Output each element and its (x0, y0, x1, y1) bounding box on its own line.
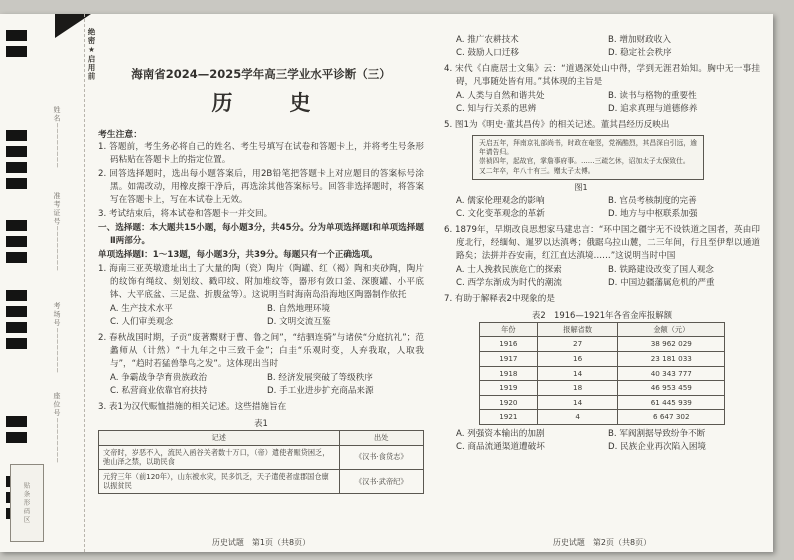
registration-mark (6, 46, 27, 57)
option-d: D. 追求真理与道德修养 (608, 104, 698, 114)
seal-line (84, 14, 85, 552)
table-row (479, 337, 724, 352)
question-1-stem: 1. 海南三亚英墩遗址出土了大量的陶（瓷）陶片（陶罐、红（褐）陶和夹砂陶，陶片的纹饰有绳纹、刻划纹、戳印纹、附加堆纹等，器形有敛口釜、深腹罐、小平底钵、大平底盆、三足盘、折腹盆等）。这说明当时海南岛沿海地区陶器制作依托 (98, 264, 424, 300)
registration-mark (6, 30, 27, 41)
page-2-column (444, 32, 760, 548)
question-7-options (444, 428, 760, 454)
question-6-options (444, 264, 760, 290)
table-cell: 1921 (479, 410, 537, 425)
table-cell: 14 (537, 366, 617, 381)
question-2-options (98, 372, 424, 398)
page-footer-right: 历史试题 第2页（共8页） (552, 538, 652, 547)
registration-mark (6, 432, 27, 443)
table-cell: 4 (537, 410, 617, 425)
secrecy-label: 绝密★启用前 (87, 28, 96, 81)
table-row (479, 381, 724, 396)
question-3-options (444, 34, 760, 60)
option-b: B. 军阀割据导致纷争不断 (608, 428, 706, 439)
registration-mark (6, 290, 27, 301)
option-a: A. 人类与自然和谐共处 (456, 91, 545, 101)
table-1 (98, 430, 424, 494)
option-b: B. 增加财政收入 (608, 35, 671, 45)
question-7-stem: 7. 有助于解释表2中现象的是 (444, 293, 555, 304)
option-a: A. 生产技术水平 (110, 304, 173, 314)
notice-item-2: 2. 回答选择题时，选出每小题答案后，用2B铅笔把答题卡上对应题目的答案标号涂黑。如需改动，用橡皮擦干净后，再选涂其他答案标号。回答非选择题时，将答案写在答题卡上，写在本试卷上无效。 (98, 169, 424, 205)
table-cell: 文帝时，岁恶不入，流民入函谷关者数十万口，（帝）遣使者赈贷困乏，弛山泽之禁，以助民食 (99, 445, 340, 469)
registration-mark (6, 416, 27, 427)
figure-1-text-line: 天启五年，拜南京礼部尚书，时政在奄竖，党祸酷烈，其昌深自引远，逾年请告归。 (479, 139, 697, 157)
table-cell: 46 953 459 (618, 381, 725, 396)
registration-mark (6, 162, 27, 173)
table-row (479, 322, 724, 337)
section-title: 一、选择题：本大题共15小题，每小题3分，共45分。分为单项选择题Ⅰ和单项选择题Ⅱ两部分。 (98, 223, 424, 246)
question-5-stem: 5. 图1为《明史·董其昌传》的相关记述。董其昌经历反映出 (444, 120, 670, 130)
table-cell: 40 343 777 (618, 366, 725, 381)
option-c: C. 商品流通渠道遭破坏 (456, 441, 545, 452)
figure-1-box (472, 135, 704, 180)
exam-content (98, 32, 760, 548)
table-cell: 元狩三年（前120年），山东被水灾，民多饥乏，天子遣使者虚郡国仓廪以振贫民 (99, 469, 340, 493)
option-c: C. 文化变革观念的革新 (456, 208, 545, 219)
page-1-column (98, 32, 424, 548)
subject-title: 历 史 (211, 91, 329, 115)
option-c: C. 知与行关系的思辨 (456, 104, 537, 114)
option-a: A. 儒家伦理观念的影响 (456, 195, 545, 206)
option-d: D. 民族企业再次陷入困境 (608, 441, 707, 452)
table-cell: 1916 (479, 337, 537, 352)
question-4-options (444, 90, 760, 116)
option-d: D. 稳定社会秩序 (608, 48, 672, 58)
option-d: D. 文明交流互鉴 (267, 317, 331, 327)
table-cell: 61 445 939 (618, 395, 725, 410)
table-row (99, 469, 424, 493)
option-b: B. 经济发展突破了等级秩序 (267, 373, 373, 383)
option-a: A. 推广农耕技术 (456, 35, 519, 45)
figure-1-text-line: 崇祯四年，起故官，掌詹事府事。……三疏乞休，诏加太子太保致仕。 (479, 157, 690, 166)
table-2 (479, 322, 725, 425)
binding-field-exam-number: 准考证号 ──────── (52, 192, 62, 272)
table-cell: 16 (537, 352, 617, 367)
table-cell: 23 181 033 (618, 352, 725, 367)
binding-field-room-number: 考场号 ──────── (52, 302, 62, 373)
option-a: A. 士人挽救民族危亡的探索 (456, 264, 562, 275)
table-row (479, 410, 724, 425)
registration-mark (6, 130, 27, 141)
paper-title: 海南省2024—2025学年高三学业水平诊断（三） (131, 67, 391, 81)
part1-title: 单项选择题Ⅰ：1～13题，每小题3分，共39分。每题只有一个正确选项。 (98, 250, 378, 260)
table-row (99, 445, 424, 469)
option-d: D. 手工业进步扩充商品来源 (267, 386, 374, 396)
registration-mark (6, 178, 27, 189)
table-header-cell: 记述 (99, 431, 340, 446)
option-c: C. 鼓励人口迁移 (456, 48, 520, 58)
figure-1-text-line: 又二年卒，年八十有三。赠太子太傅。 (479, 166, 595, 175)
registration-mark (6, 322, 27, 333)
question-6-stem: 6. 1879年，早期改良思想家马建忠言：“环中国之疆宇无不设铁道之国者，英由印度北行，经缅甸、暹罗以达滇粤；俄踞乌拉山麓，二三年间，行且至伊犁以通道路矣；法拼并吞安南，红江直达滇境……”这说明当时中国 (444, 224, 760, 261)
question-1-options (98, 303, 424, 329)
table-header-cell: 金额（元） (618, 322, 725, 337)
barcode-area-box (10, 464, 44, 542)
question-5-options (444, 195, 760, 221)
table-cell: 《汉书·武帝纪》 (339, 469, 424, 493)
table-row (479, 395, 724, 410)
table-row (479, 352, 724, 367)
table-cell: 1917 (479, 352, 537, 367)
table-header-cell: 年份 (479, 322, 537, 337)
option-b: B. 铁路建设改变了国人观念 (608, 264, 714, 275)
option-c: C. 私营商业依靠官府扶持 (110, 386, 208, 396)
option-c: C. 西学东渐成为时代的潮流 (456, 277, 562, 288)
option-b: B. 自然地理环境 (267, 304, 330, 314)
table-header-cell: 出处 (339, 431, 424, 446)
table-header-cell: 报解省数 (537, 322, 617, 337)
registration-mark (6, 146, 27, 157)
option-b: B. 官员考核制度的完善 (608, 195, 697, 206)
question-3-stem: 3. 表1为汉代赈恤措施的相关记述。这些措施旨在 (98, 402, 287, 412)
table-row (99, 431, 424, 446)
option-c: C. 人们审美观念 (110, 317, 174, 327)
question-4-stem: 4. 宋代《白鹿居士文集》云：“道遇深处山中得，学到无涯君始知。胸中无一事挂碍，凡事随处皆有用。”其体现的主旨是 (444, 64, 760, 87)
option-a: A. 列强资本输出的加剧 (456, 428, 545, 439)
question-2-stem: 2. 春秋战国时期，子贡“废著鬻财于曹、鲁之间”，“结驷连骑”与诸侯“分庭抗礼”；范蠡师从（计然）“十九年之中三致千金”；白圭“乐观时变，人弃我取，人取我与”，“趋时若猛兽挚鸟之发”。这体现出当时 (98, 333, 424, 369)
exam-paper-page (0, 14, 773, 552)
registration-mark (6, 220, 27, 231)
table-cell: 18 (537, 381, 617, 396)
registration-mark (6, 236, 27, 247)
option-a: A. 争霸战争孕育贵族政治 (110, 373, 208, 383)
table-1-caption: 表1 (254, 418, 268, 428)
table-cell: 1919 (479, 381, 537, 396)
registration-mark (6, 338, 27, 349)
table-cell: 38 962 029 (618, 337, 725, 352)
table-2-caption: 表2 1916—1921年各省金库报解额 (531, 309, 673, 320)
option-b: B. 读书与格物的重要性 (608, 91, 697, 101)
table-cell: 6 647 302 (618, 410, 725, 425)
figure-1-caption: 图1 (574, 182, 588, 192)
notice-item-3: 3. 考试结束后，将本试卷和答题卡一并交回。 (98, 209, 273, 219)
binding-field-name: 姓名 ──────── (52, 106, 62, 169)
table-cell: 《汉书·食货志》 (339, 445, 424, 469)
notice-item-1: 1. 答题前，考生务必将自己的姓名、考生号填写在试卷和答题卡上，并将考生号条形码粘贴在答题卡上的指定位置。 (98, 142, 424, 165)
page-footer-left: 历史试题 第1页（共8页） (211, 538, 311, 547)
option-d: D. 中国边疆藩属危机的严重 (608, 277, 715, 288)
binding-field-seat-number: 座位号 ──────── (52, 392, 62, 463)
registration-mark (6, 252, 27, 263)
table-cell: 14 (537, 395, 617, 410)
table-cell: 1920 (479, 395, 537, 410)
table-cell: 27 (537, 337, 617, 352)
notice-title: 考生注意： (98, 130, 142, 140)
barcode-area-label: 贴条形码区 (22, 481, 31, 525)
option-d: D. 地方与中枢联系加强 (608, 208, 698, 219)
table-cell: 1918 (479, 366, 537, 381)
table-row (479, 366, 724, 381)
registration-mark (6, 306, 27, 317)
